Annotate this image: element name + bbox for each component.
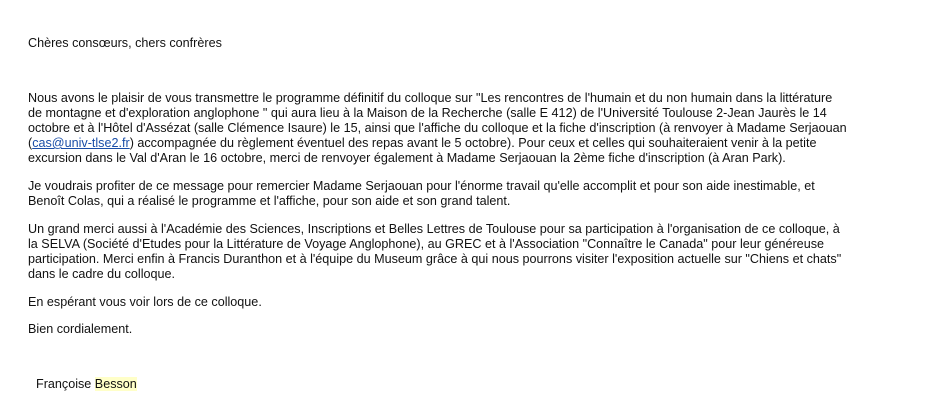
- paragraph-line: participation. Merci enfin à Francis Duranthon et à l'équipe du Museum grâce à qui nous pourrons visiter l'exposition actuelle sur "Chiens et chats": [28, 252, 842, 266]
- paragraph-line: Un grand merci aussi à l'Académie des Sciences, Inscriptions et Belles Lettres de Toulouse pour sa participation à l'organisation de ce colloque, à: [28, 222, 840, 236]
- greeting: Chères consœurs, chers confrères: [28, 36, 222, 50]
- paragraph-line: Benoît Colas, qui a réalisé le programme et l'affiche, pour son aide et son grand talent.: [28, 194, 511, 208]
- signature-first-name: Françoise: [36, 377, 95, 391]
- paragraph-thanks-partners: [28, 222, 888, 282]
- signature: [36, 377, 896, 392]
- signature-last-name: Besson: [94, 377, 137, 391]
- email-link[interactable]: cas@univ-tlse2.fr: [32, 136, 130, 150]
- paragraph-line: excursion dans le Val d'Aran le 16 octobre, merci de renvoyer également à Madame Serjaouan la 2ème fiche d'inscription (à Aran Park).: [28, 151, 786, 165]
- paragraph-announcement: [28, 91, 888, 166]
- paragraph-line-with-email: [28, 136, 888, 151]
- paren-open: (: [28, 136, 33, 150]
- paragraph-thanks-serjaouan: [28, 179, 888, 209]
- paragraph-line: Nous avons le plaisir de vous transmettre le programme définitif du colloque sur "Les rencontres de l'humain et du non humain dans la littérature: [28, 91, 833, 105]
- paragraph-line: octobre et à l'Hôtel d'Assézat (salle Clémence Isaure) le 15, ainsi que l'affiche du colloque et la fiche d'inscription (à renvoyer à Madame Serjaouan: [28, 121, 847, 135]
- paragraph-line: la SELVA (Société d'Etudes pour la Littérature de Voyage Anglophone), au GREC et à l'Association "Connaître le Canada" pour leur généreuse: [28, 237, 824, 251]
- closing-hope: En espérant vous voir lors de ce colloque.: [28, 295, 262, 309]
- paragraph-line: de montagne et d'exploration anglophone " qui aura lieu à la Maison de la Recherche (salle E 412) de l'Université Toulouse 2-Jean Jaurès le 14: [28, 106, 827, 120]
- paragraph-text: ) accompagnée du règlement éventuel des repas avant le 5 octobre). Pour ceux et celles qui souhaiteraient venir à la petite: [129, 136, 817, 150]
- closing-regards: Bien cordialement.: [28, 322, 133, 336]
- paragraph-line: Je voudrais profiter de ce message pour remercier Madame Serjaouan pour l'énorme travail qu'elle accomplit et pour son aide inestimable, et: [28, 179, 815, 193]
- paragraph-line: dans le cadre du colloque.: [28, 267, 176, 281]
